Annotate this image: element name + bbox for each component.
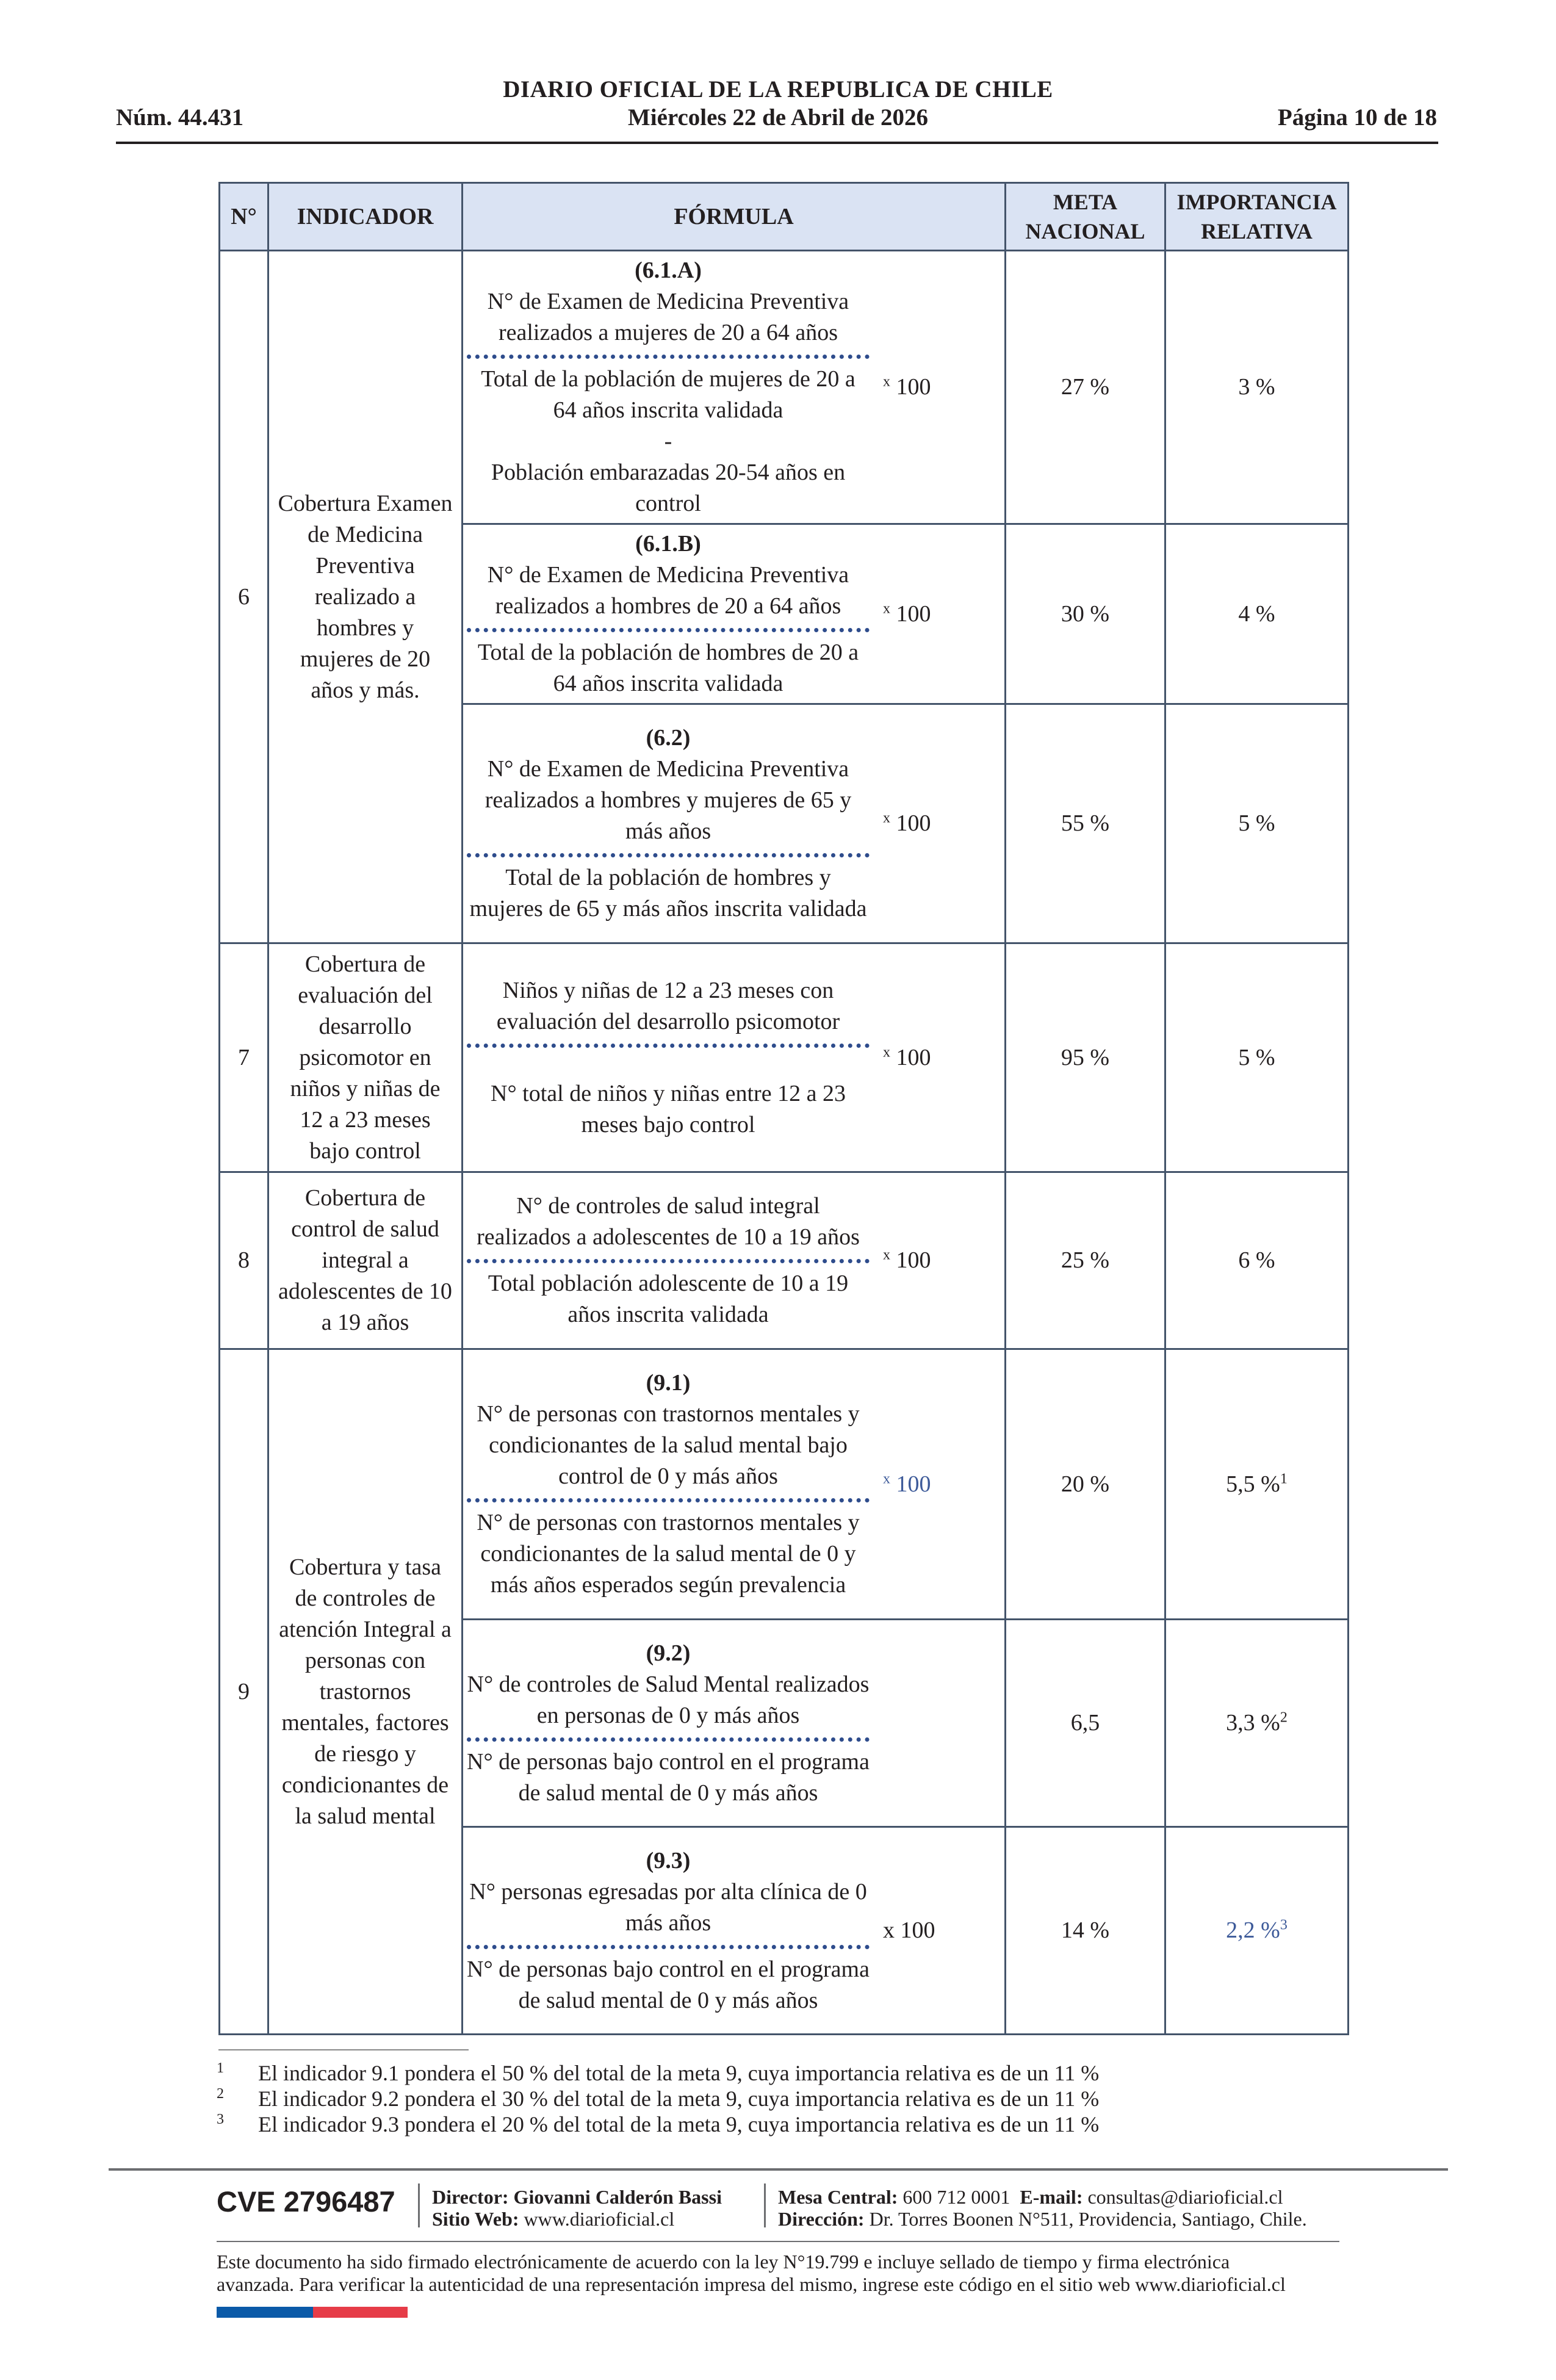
indicator-name: Cobertura de control de salud integral a adolescentes de 10 a 19 años xyxy=(268,1172,463,1349)
footnote-rule xyxy=(218,2049,469,2050)
footnote-ref: 1 xyxy=(1280,1470,1288,1487)
fraction-line xyxy=(467,628,870,632)
meta-nacional: 6,5 xyxy=(1006,1620,1165,1827)
formula-multiplier: $^x$ 100 xyxy=(883,600,931,627)
formula xyxy=(463,251,1006,524)
formula-denominator: N° de personas bajo control en el programa de salud mental de 0 y más años xyxy=(467,1748,870,1806)
footer-contact-block xyxy=(778,2186,1307,2230)
formula-code: (9.3) xyxy=(646,1847,691,1873)
formula-denominator-2: Población embarazadas 20-54 años en control xyxy=(491,460,846,516)
formula-code: (9.1) xyxy=(646,1370,691,1396)
address-line: Dirección: Dr. Torres Boonen N°511, Providencia, Santiago, Chile. xyxy=(778,2208,1307,2230)
footnote: 1 El indicador 9.1 pondera el 50 % del total de la meta 9, cuya importancia relativa es de un 11 % xyxy=(217,2060,1100,2085)
table-row xyxy=(220,1172,1349,1349)
footnote-ref: 3 xyxy=(1280,1917,1288,1933)
footnote: 2 El indicador 9.2 pondera el 30 % del total de la meta 9, cuya importancia relativa es de un 11 % xyxy=(217,2086,1100,2111)
formula-denominator: N° total de niños y niñas entre 12 a 23 meses bajo control xyxy=(491,1080,846,1138)
formula xyxy=(463,1349,1006,1620)
website-link[interactable]: www.diarioficial.cl xyxy=(524,2208,675,2230)
fraction-line xyxy=(467,853,870,857)
row-number: 6 xyxy=(220,251,268,943)
formula-denominator: Total de la población de mujeres de 20 a 64 años inscrita validada xyxy=(481,366,855,423)
footer-rule xyxy=(109,2168,1448,2171)
formula xyxy=(463,1620,1006,1827)
meta-nacional: 95 % xyxy=(1006,943,1165,1172)
fraction-line xyxy=(467,1945,870,1949)
formula xyxy=(463,943,1006,1172)
formula-code: (6.1.B) xyxy=(635,531,701,557)
header-n: N° xyxy=(220,183,268,251)
formula-multiplier: $^x$ 100 xyxy=(883,373,931,400)
formula-numerator: N° de controles de Salud Mental realizados en personas de 0 y más años xyxy=(467,1671,870,1728)
page-number: Página 10 de 18 xyxy=(1277,104,1437,131)
formula-denominator: N° de personas con trastornos mentales y condicionantes de la salud mental de 0 y más años esperados según prevalencia xyxy=(477,1510,860,1598)
formula-multiplier: $^x$ 100 xyxy=(883,1470,931,1497)
importancia-relativa: 4 % xyxy=(1165,524,1349,704)
header-formula: FÓRMULA xyxy=(463,183,1006,251)
footnote: 3 El indicador 9.3 pondera el 20 % del total de la meta 9, cuya importancia relativa es de un 11 % xyxy=(217,2111,1100,2137)
table-row xyxy=(220,251,1349,524)
formula xyxy=(463,1172,1006,1349)
formula xyxy=(463,524,1006,704)
formula-denominator: Total población adolescente de 10 a 19 años inscrita validada xyxy=(488,1271,849,1327)
formula-denominator: Total de la población de hombres de 20 a 64 años inscrita validada xyxy=(477,640,859,696)
brand-bar-blue xyxy=(217,2307,313,2318)
website-line: Sitio Web: www.diarioficial.cl xyxy=(432,2208,675,2230)
formula-minus: - xyxy=(664,428,672,454)
formula-multiplier: x 100 xyxy=(883,1917,935,1943)
importancia-relativa: 3 % xyxy=(1165,251,1349,524)
meta-nacional: 30 % xyxy=(1006,524,1165,704)
formula-denominator: Total de la población de hombres y mujeres de 65 y más años inscrita validada xyxy=(469,865,867,921)
fraction-line xyxy=(467,1498,870,1502)
footer-separator xyxy=(764,2183,766,2227)
email-link[interactable]: consultas@diarioficial.cl xyxy=(1087,2186,1283,2208)
footnote-ref: 2 xyxy=(1280,1709,1288,1726)
formula-numerator: N° de Examen de Medicina Preventiva realizados a hombres y mujeres de 65 y más años xyxy=(484,756,852,844)
indicator-name: Cobertura Examen de Medicina Preventiva realizado a hombres y mujeres de 20 años y más. xyxy=(268,251,463,943)
row-number: 9 xyxy=(220,1349,268,2035)
formula-numerator: N° personas egresadas por alta clínica de 0 más años xyxy=(469,1878,867,1936)
importancia-relativa: 2,2 %$^3$ xyxy=(1165,1827,1349,2035)
formula-multiplier: $^x$ 100 xyxy=(883,1044,931,1070)
meta-nacional: 14 % xyxy=(1006,1827,1165,2035)
indicator-table xyxy=(218,182,1349,2035)
header-rule xyxy=(116,142,1438,144)
table-row xyxy=(220,1349,1349,1620)
fraction-line xyxy=(467,1044,870,1048)
issue-date: Miércoles 22 de Abril de 2026 xyxy=(627,104,929,131)
header-importancia: IMPORTANCIA RELATIVA xyxy=(1165,183,1349,251)
newspaper-title: DIARIO OFICIAL DE LA REPUBLICA DE CHILE xyxy=(503,76,1053,103)
contact-line: Mesa Central: 600 712 0001 E-mail: consultas@diarioficial.cl xyxy=(778,2186,1283,2208)
fraction-line xyxy=(467,1259,870,1263)
formula-multiplier: $^x$ 100 xyxy=(883,1247,931,1273)
formula-code: (6.1.A) xyxy=(635,258,702,283)
fraction-line xyxy=(467,355,870,359)
issue-number: Núm. 44.431 xyxy=(116,104,244,131)
formula-multiplier: $^x$ 100 xyxy=(883,810,931,836)
footer-separator xyxy=(418,2183,420,2227)
formula-numerator: N° de controles de salud integral realizados a adolescentes de 10 a 19 años xyxy=(477,1193,860,1250)
row-number: 8 xyxy=(220,1172,268,1349)
formula-numerator: N° de Examen de Medicina Preventiva realizados a mujeres de 20 a 64 años xyxy=(487,289,849,345)
director-line: Director: Giovanni Calderón Bassi xyxy=(432,2186,722,2208)
importancia-relativa: 5,5 %$^1$ xyxy=(1165,1349,1349,1620)
indicator-name: Cobertura y tasa de controles de atención Integral a personas con trastornos mentales, factores de riesgo y condicionantes de la salud mental xyxy=(268,1349,463,2035)
header-indicador: INDICADOR xyxy=(268,183,463,251)
formula xyxy=(463,1827,1006,2035)
meta-nacional: 20 % xyxy=(1006,1349,1165,1620)
importancia-relativa: 5 % xyxy=(1165,943,1349,1172)
importancia-relativa: 6 % xyxy=(1165,1172,1349,1349)
header-meta: META NACIONAL xyxy=(1006,183,1165,251)
meta-nacional: 27 % xyxy=(1006,251,1165,524)
brand-bar-red xyxy=(313,2307,408,2318)
formula xyxy=(463,704,1006,943)
importancia-relativa: 5 % xyxy=(1165,704,1349,943)
importancia-relativa: 3,3 %$^2$ xyxy=(1165,1620,1349,1827)
formula-numerator: N° de personas con trastornos mentales y condicionantes de la salud mental bajo control de 0 y más años xyxy=(477,1401,860,1489)
cve-code: CVE 2796487 xyxy=(217,2185,395,2218)
formula-denominator: N° de personas bajo control en el programa de salud mental de 0 y más años xyxy=(467,1956,870,2013)
meta-nacional: 25 % xyxy=(1006,1172,1165,1349)
table-row xyxy=(220,943,1349,1172)
formula-code: (6.2) xyxy=(646,725,691,751)
formula-numerator: N° de Examen de Medicina Preventiva realizados a hombres de 20 a 64 años xyxy=(487,562,849,619)
row-number: 7 xyxy=(220,943,268,1172)
fraction-line xyxy=(467,1737,870,1742)
formula-numerator: Niños y niñas de 12 a 23 meses con evaluación del desarrollo psicomotor xyxy=(496,977,840,1034)
legal-notice: Este documento ha sido firmado electrónicamente de acuerdo con la ley N°19.799 e incluye sellado de tiempo y firma electrónica avanzada. Para verificar la autenticidad de una representación impresa del mismo, ingrese este código en el sitio web www.diarioficial.cl xyxy=(217,2251,1286,2295)
indicator-name: Cobertura de evaluación del desarrollo psicomotor en niños y niñas de 12 a 23 meses bajo control xyxy=(268,943,463,1172)
meta-nacional: 55 % xyxy=(1006,704,1165,943)
footer-divider xyxy=(217,2241,1339,2242)
footer-director-block xyxy=(432,2186,722,2230)
formula-code: (9.2) xyxy=(646,1640,691,1666)
